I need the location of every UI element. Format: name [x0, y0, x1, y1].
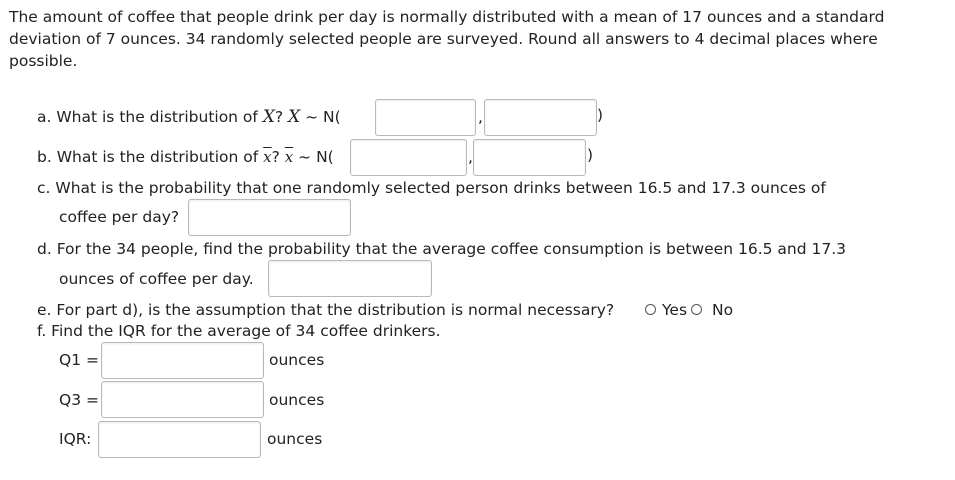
b-close-paren: ): [587, 146, 594, 164]
question-b-dist-label: ~ N(: [293, 148, 334, 166]
b-sd-input[interactable]: [473, 139, 586, 176]
question-a-dist-label: ~ N(: [300, 108, 341, 126]
question-d-line1: d. For the 34 people, find the probability that the average coffee consumption is between 16.5 and 17.3: [37, 240, 847, 258]
question-a-prefix: a. What is the distribution of: [37, 108, 263, 126]
a-close-paren: ): [597, 106, 604, 124]
no-label[interactable]: No: [712, 301, 734, 319]
question-d-line2: ounces of coffee per day.: [59, 270, 254, 288]
question-b-question-mark: ?: [271, 148, 285, 166]
question-f: f. Find the IQR for the average of 34 coffee drinkers.: [37, 322, 441, 340]
iqr-input[interactable]: [98, 421, 261, 458]
question-b-prefix: b. What is the distribution of: [37, 148, 264, 166]
question-b: [37, 146, 334, 168]
question-c-line1: c. What is the probability that one randomly selected person drinks between 16.5 and 17.3 ounces of: [37, 179, 826, 197]
q1-input[interactable]: [101, 342, 264, 379]
c-probability-input[interactable]: [188, 199, 351, 236]
question-a-question-mark: ?: [274, 108, 289, 126]
b-mean-input[interactable]: [350, 139, 467, 176]
yes-label[interactable]: Yes: [662, 301, 688, 319]
iqr-unit: ounces: [267, 430, 323, 448]
question-a-variable: X: [262, 107, 275, 127]
b-comma: ,: [468, 148, 473, 166]
a-mean-input[interactable]: [375, 99, 476, 136]
d-probability-input[interactable]: [268, 260, 432, 297]
q3-label: Q3 =: [59, 391, 99, 409]
a-sd-input[interactable]: [484, 99, 597, 136]
a-comma: ,: [478, 108, 483, 126]
q3-unit: ounces: [269, 391, 325, 409]
q3-input[interactable]: [101, 381, 264, 418]
question-b-variable-2: $\overline{x}$: [284, 148, 294, 166]
problem-statement: The amount of coffee that people drink per day is normally distributed with a mean of 17 ounces and a standard deviation of 7 ounces. 34 randomly selected people are surveyed. Round all answers to 4 decimal places where possible.: [9, 8, 885, 70]
no-radio[interactable]: [691, 304, 702, 315]
question-b-variable: $\overline{x}$: [263, 148, 272, 166]
question-c-line2: coffee per day?: [59, 208, 180, 226]
q1-unit: ounces: [269, 351, 325, 369]
iqr-label: IQR:: [59, 430, 92, 448]
yes-radio[interactable]: [645, 304, 656, 315]
question-e: e. For part d), is the assumption that the distribution is normal necessary?: [37, 301, 615, 319]
q1-label: Q1 =: [59, 351, 99, 369]
question-a: [37, 106, 341, 128]
question-a-variable-2: X: [288, 107, 301, 127]
